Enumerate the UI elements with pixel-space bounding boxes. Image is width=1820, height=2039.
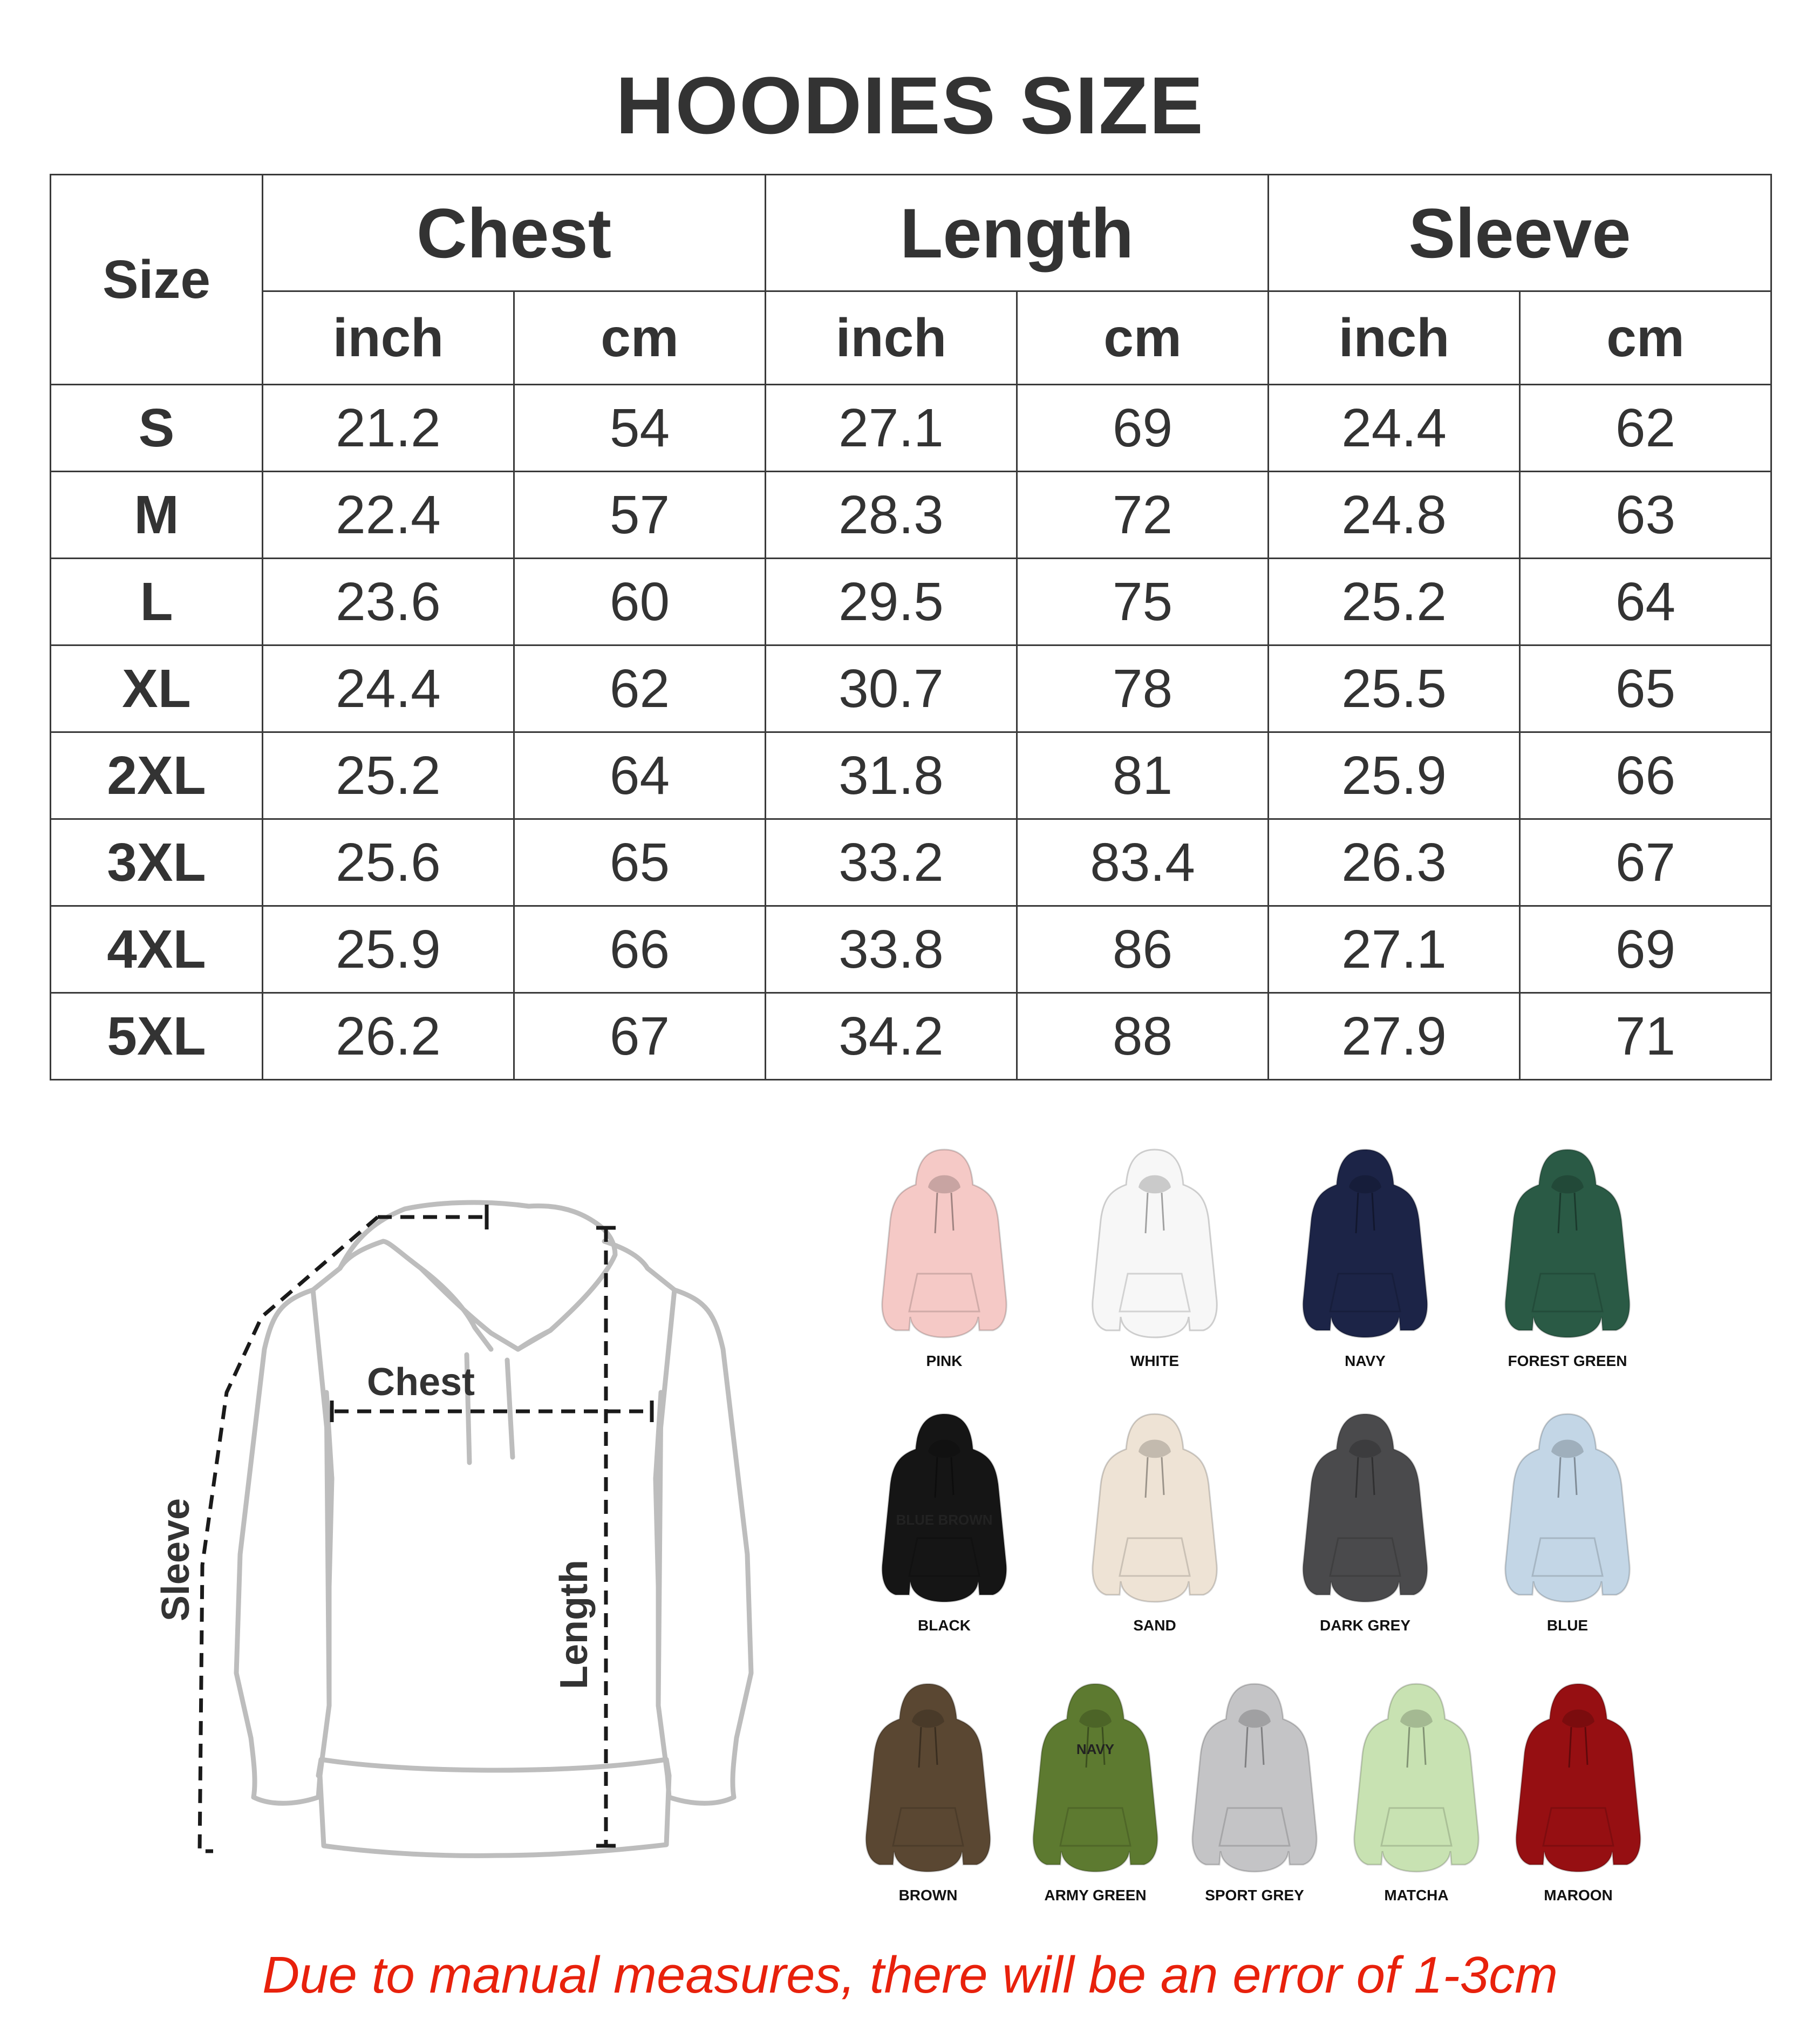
- table-row: [51, 472, 1771, 559]
- color-swatch: [1074, 1403, 1236, 1634]
- color-swatch: [1014, 1673, 1176, 1904]
- measurement-cell: 25.6: [263, 819, 514, 906]
- measurement-cell: 67: [514, 993, 766, 1080]
- hoodie-icon: [1182, 1673, 1327, 1884]
- measurement-cell: 28.3: [766, 472, 1017, 559]
- size-label-cell: XL: [51, 645, 263, 732]
- size-rows: [51, 385, 1771, 1080]
- size-label-cell: 2XL: [51, 732, 263, 819]
- hoodie-outline: [236, 1202, 751, 1856]
- sleeve-header: Sleeve: [1269, 175, 1771, 291]
- hoodie-icon: [1292, 1403, 1438, 1614]
- measurement-cell: 72: [1017, 472, 1269, 559]
- color-name: NAVY: [1345, 1352, 1386, 1369]
- color-swatch: [1487, 1403, 1648, 1634]
- unit-header: cm: [514, 291, 766, 385]
- color-name: FOREST GREEN: [1508, 1352, 1627, 1369]
- measurement-cell: 30.7: [766, 645, 1017, 732]
- measurement-cell: 33.8: [766, 906, 1017, 993]
- hoodie-icon: [1082, 1403, 1228, 1614]
- measurement-cell: 65: [514, 819, 766, 906]
- measurement-cell: 22.4: [263, 472, 514, 559]
- table-row: [51, 385, 1771, 472]
- measurement-cell: 25.2: [1269, 559, 1520, 645]
- size-column-header: Size: [51, 175, 263, 385]
- table-row: [51, 819, 1771, 906]
- measurement-cell: 23.6: [263, 559, 514, 645]
- measurement-cell: 25.9: [1269, 732, 1520, 819]
- measurement-cell: 78: [1017, 645, 1269, 732]
- unit-header: inch: [1269, 291, 1520, 385]
- measure-end-ticks: [332, 1205, 652, 1846]
- color-name: BROWN: [898, 1887, 958, 1904]
- measurement-cell: 27.1: [766, 385, 1017, 472]
- color-name: SPORT GREY: [1205, 1887, 1304, 1904]
- measurement-cell: 69: [1520, 906, 1771, 993]
- measurement-cell: 81: [1017, 732, 1269, 819]
- unit-header: inch: [766, 291, 1017, 385]
- color-swatch: [1487, 1139, 1648, 1370]
- size-label-cell: M: [51, 472, 263, 559]
- hoodie-outline-diagram: [140, 1177, 799, 1889]
- color-swatch: [1174, 1673, 1335, 1904]
- unit-header: inch: [263, 291, 514, 385]
- measurement-cell: 64: [514, 732, 766, 819]
- color-swatch-grid: [842, 1123, 1705, 1932]
- hoodie-icon: [1505, 1673, 1651, 1884]
- color-name: DARK GREY: [1319, 1617, 1410, 1634]
- measure-lines: [200, 1217, 650, 1851]
- page-title: HOODIES SIZE: [616, 60, 1204, 151]
- chest-header: Chest: [263, 175, 766, 291]
- measurement-cell: 64: [1520, 559, 1771, 645]
- color-name: BLACK: [918, 1617, 971, 1634]
- size-label-cell: 4XL: [51, 906, 263, 993]
- table-row: [51, 906, 1771, 993]
- measurement-cell: 34.2: [766, 993, 1017, 1080]
- measurement-cell: 25.5: [1269, 645, 1520, 732]
- measurement-cell: 66: [514, 906, 766, 993]
- color-name: PINK: [926, 1352, 963, 1369]
- unit-header: cm: [1017, 291, 1269, 385]
- size-table: [50, 174, 1772, 1080]
- measurement-cell: 63: [1520, 472, 1771, 559]
- unit-header: cm: [1520, 291, 1771, 385]
- measurement-cell: 26.3: [1269, 819, 1520, 906]
- measurement-cell: 71: [1520, 993, 1771, 1080]
- color-swatch: [863, 1403, 1025, 1634]
- measurement-cell: 24.4: [1269, 385, 1520, 472]
- measurement-cell: 26.2: [263, 993, 514, 1080]
- hoodie-icon: [1495, 1139, 1640, 1349]
- chest-diagram-label: Chest: [366, 1361, 475, 1404]
- measurement-cell: 83.4: [1017, 819, 1269, 906]
- hoodie-icon: [1023, 1673, 1168, 1884]
- hoodie-icon: [1082, 1139, 1228, 1349]
- length-header: Length: [766, 175, 1269, 291]
- color-swatch: [1284, 1403, 1446, 1634]
- measurement-cell: 67: [1520, 819, 1771, 906]
- color-swatch: [1335, 1673, 1497, 1904]
- measurement-cell: 27.1: [1269, 906, 1520, 993]
- measurement-cell: 88: [1017, 993, 1269, 1080]
- measurement-cell: 24.8: [1269, 472, 1520, 559]
- color-name: WHITE: [1130, 1352, 1180, 1369]
- sleeve-diagram-label: Sleeve: [154, 1498, 197, 1622]
- measurement-cell: 25.9: [263, 906, 514, 993]
- measurement-cell: 66: [1520, 732, 1771, 819]
- hoodie-icon: [1292, 1139, 1438, 1349]
- measurement-diagram: [140, 1177, 799, 1889]
- overlay-label: NAVY: [1076, 1741, 1115, 1757]
- measurement-cell: 33.2: [766, 819, 1017, 906]
- measurement-cell: 25.2: [263, 732, 514, 819]
- measurement-cell: 57: [514, 472, 766, 559]
- hoodie-icon: [1344, 1673, 1489, 1884]
- overlay-label: BLUE BROWN: [896, 1512, 993, 1528]
- table-row: [51, 993, 1771, 1080]
- table-row: [51, 732, 1771, 819]
- color-name: BLUE: [1546, 1617, 1589, 1634]
- measurement-cell: 54: [514, 385, 766, 472]
- color-swatch: [1497, 1673, 1659, 1904]
- measurement-cell: 86: [1017, 906, 1269, 993]
- measurement-cell: 21.2: [263, 385, 514, 472]
- color-name: ARMY GREEN: [1044, 1887, 1147, 1904]
- measurement-cell: 31.8: [766, 732, 1017, 819]
- table-header-unit-row: [51, 291, 1771, 385]
- measurement-cell: 27.9: [1269, 993, 1520, 1080]
- color-name: MATCHA: [1384, 1887, 1449, 1904]
- measurement-cell: 65: [1520, 645, 1771, 732]
- color-swatch: [1284, 1139, 1446, 1370]
- size-label-cell: S: [51, 385, 263, 472]
- color-name: MAROON: [1544, 1887, 1613, 1904]
- measurement-cell: 75: [1017, 559, 1269, 645]
- measurement-error-note: Due to manual measures, there will be an error of 1-3cm: [262, 1946, 1558, 2004]
- color-swatch: [1074, 1139, 1236, 1370]
- color-name: SAND: [1133, 1617, 1176, 1634]
- hoodie-icon: [1495, 1403, 1640, 1614]
- measurement-cell: 24.4: [263, 645, 514, 732]
- hoodie-icon: [855, 1673, 1001, 1884]
- color-swatch: [863, 1139, 1025, 1370]
- measurement-cell: 62: [514, 645, 766, 732]
- hoodie-icon: [871, 1139, 1017, 1349]
- hoodie-icon: [871, 1403, 1017, 1614]
- measurement-cell: 62: [1520, 385, 1771, 472]
- size-label-cell: L: [51, 559, 263, 645]
- size-label-cell: 5XL: [51, 993, 263, 1080]
- measurement-cell: 69: [1017, 385, 1269, 472]
- size-label-cell: 3XL: [51, 819, 263, 906]
- length-diagram-label: Length: [553, 1560, 596, 1689]
- measurement-cell: 60: [514, 559, 766, 645]
- table-row: [51, 645, 1771, 732]
- measurement-cell: 29.5: [766, 559, 1017, 645]
- table-row: [51, 559, 1771, 645]
- table-header-group-row: [51, 175, 1771, 291]
- color-swatch: [847, 1673, 1009, 1904]
